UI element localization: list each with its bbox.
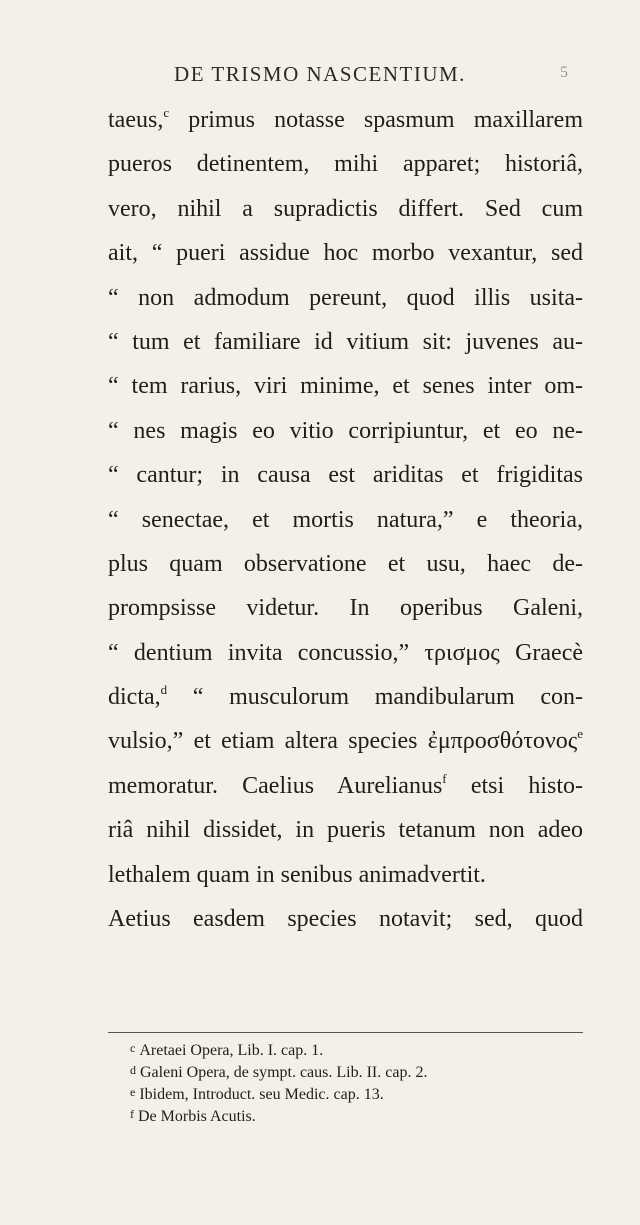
- text-line-14: dicta,$^d$ “ musculorum mandibularum con-: [108, 682, 583, 711]
- text-line-15: vulsio,” et etiam altera species ἐμπροσθότονος$^e$: [108, 726, 583, 755]
- text-line-2: pueros detinentem, mihi apparet; historiâ,: [108, 151, 583, 178]
- footnote-divider: [108, 1032, 583, 1033]
- page-number: 5: [560, 64, 568, 81]
- text-line-7: “ tem rarius, viri minime, et senes inter om-: [108, 373, 583, 400]
- footnote-f: $^f$ De Morbis Acutis.: [130, 1107, 256, 1125]
- text-line-1: taeus,$^c$ primus notasse spasmum maxillarem: [108, 105, 583, 133]
- running-header: DE TRISMO NASCENTIUM.: [174, 62, 466, 86]
- text-line-12: prompsisse videtur. In operibus Galeni,: [108, 595, 583, 622]
- text-line-4: ait, “ pueri assidue hoc morbo vexantur, sed: [108, 240, 583, 267]
- body-text: [108, 98, 583, 941]
- text-line-8: “ nes magis eo vitio corripiuntur, et eo ne-: [108, 417, 583, 444]
- footnote-ref-e: e: [577, 726, 583, 742]
- footnote-c: $^c$ Aretaei Opera, Lib. I. cap. 1.: [130, 1041, 324, 1059]
- text-line-6: “ tum et familiare id vitium sit: juvenes au-: [108, 328, 583, 355]
- text-line-18: lethalem quam in senibus animadvertit.: [108, 861, 486, 888]
- footnotes: [108, 1040, 583, 1128]
- text-line-19: Aetius easdem species notavit; sed, quod: [108, 906, 583, 933]
- text-line-3: vero, nihil a supradictis differt. Sed cum: [108, 195, 583, 222]
- text-line-16: memoratur. Caelius Aurelianus$^f$ etsi histo-: [108, 770, 583, 799]
- footnote-e: $^e$ Ibidem, Introduct. seu Medic. cap. 13.: [130, 1085, 384, 1103]
- text-line-5: “ non admodum pereunt, quod illis usita-: [108, 284, 583, 311]
- text-line-10: “ senectae, et mortis natura,” e theoria,: [108, 506, 583, 533]
- text-line-9: “ cantur; in causa est ariditas et frigiditas: [108, 462, 583, 489]
- text-line-17: riâ nihil dissidet, in pueris tetanum non adeo: [108, 817, 583, 844]
- footnote-ref-c: c: [163, 105, 170, 120]
- footnote-d: $^d$ Galeni Opera, de sympt. caus. Lib. II. cap. 2.: [130, 1063, 428, 1081]
- footnote-ref-f: f: [442, 770, 447, 786]
- footnote-ref-d: d: [160, 682, 168, 698]
- text-line-11: plus quam observatione et usu, haec de-: [108, 550, 583, 577]
- text-line-13: “ dentium invita concussio,” τρισμος Graecè: [108, 639, 583, 666]
